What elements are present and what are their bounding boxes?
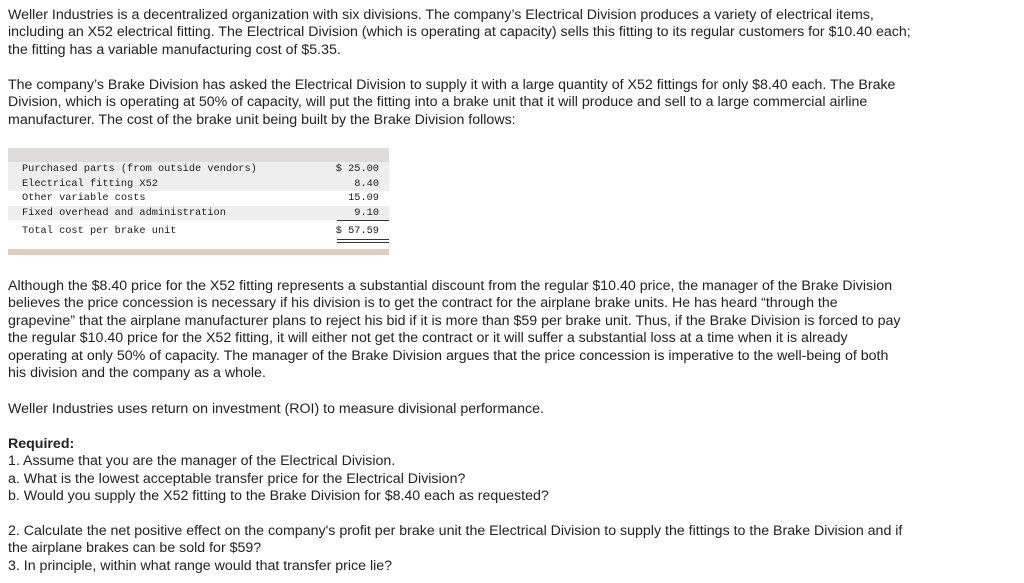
row-amount: 9.10 bbox=[354, 206, 379, 219]
roi-note: Weller Industries uses return on investment (ROI) to measure divisional performance. bbox=[8, 401, 544, 417]
table-footer-bar bbox=[8, 249, 389, 255]
subtotal-rule bbox=[337, 220, 389, 221]
table-header-bar bbox=[8, 148, 389, 162]
total-label: Total cost per brake unit bbox=[22, 225, 177, 237]
question-1a: a. What is the lowest acceptable transfer price for the Electrical Division? bbox=[8, 470, 466, 487]
row-amount: 8.40 bbox=[354, 177, 379, 190]
discussion-paragraph: Although the $8.40 price for the X52 fitting represents a substantial discount from the regular $10.40 price, the manager of the Brake Division believes the price concession is necessary if his division is to get the contract for the airplane brake units. He has heard “through the grapevine” that the airplane manufacturer plans to reject his bid if it is more than $59 per brake unit. Thus, if the Brake Division is forced to pay the regular $10.40 price for the X52 fitting, it will either not get the contract or it will suffer a substantial loss at a time when it is already operating at only 50% of capacity. The manager of the Brake Division argues that the price concession is imperative to the well-being of both his division and the company as a whole. bbox=[8, 278, 901, 382]
total-row bbox=[8, 224, 389, 239]
required-section bbox=[8, 436, 549, 506]
question-1: 1. Assume that you are the manager of the Electrical Division. bbox=[8, 453, 396, 470]
row-amount: 15.09 bbox=[348, 192, 379, 204]
total-double-rule bbox=[337, 239, 389, 243]
row-label: Purchased parts (from outside vendors) bbox=[22, 163, 257, 175]
row-amount: $ 25.00 bbox=[335, 163, 379, 175]
brake-unit-cost-table bbox=[8, 148, 389, 255]
table-row bbox=[8, 177, 389, 192]
row-label: Fixed overhead and administration bbox=[22, 206, 226, 219]
intro-paragraph: Weller Industries is a decentralized organization with six divisions. The company’s Electrical Division produces a variety of electrical items, including an X52 electrical fitting. The Electrical Division (which is operating at capacity) sells this fitting to its regular customers for $10.40 each; the fitting has a variable manufacturing cost of $5.35. bbox=[8, 7, 911, 58]
table-row bbox=[8, 162, 389, 177]
table-row bbox=[8, 191, 389, 206]
row-label: Electrical fitting X52 bbox=[22, 177, 158, 190]
required-heading: Required: bbox=[8, 436, 75, 452]
brake-request-paragraph: The company’s Brake Division has asked the Electrical Division to supply it with a large quantity of X52 fittings for only $8.40 each. The Brake Division, which is operating at 50% of capacity, will put the fitting into a brake unit that it will produce and sell to a large commercial airline manufacturer. The cost of the brake unit being built by the Brake Division follows: bbox=[8, 77, 896, 128]
required-section-continued bbox=[8, 523, 908, 575]
question-1b: b. Would you supply the X52 fitting to the Brake Division for $8.40 each as requested? bbox=[8, 488, 549, 505]
row-label: Other variable costs bbox=[22, 192, 146, 204]
total-amount: $ 57.59 bbox=[335, 225, 379, 237]
question-2: 2. Calculate the net positive effect on the company's profit per brake unit the Electrical Division to supply the fittings to the Brake Division and if the airplane brakes can be sold for $59? bbox=[8, 523, 903, 557]
table-row bbox=[8, 206, 389, 221]
question-3: 3. In principle, within what range would that transfer price lie? bbox=[8, 557, 393, 574]
